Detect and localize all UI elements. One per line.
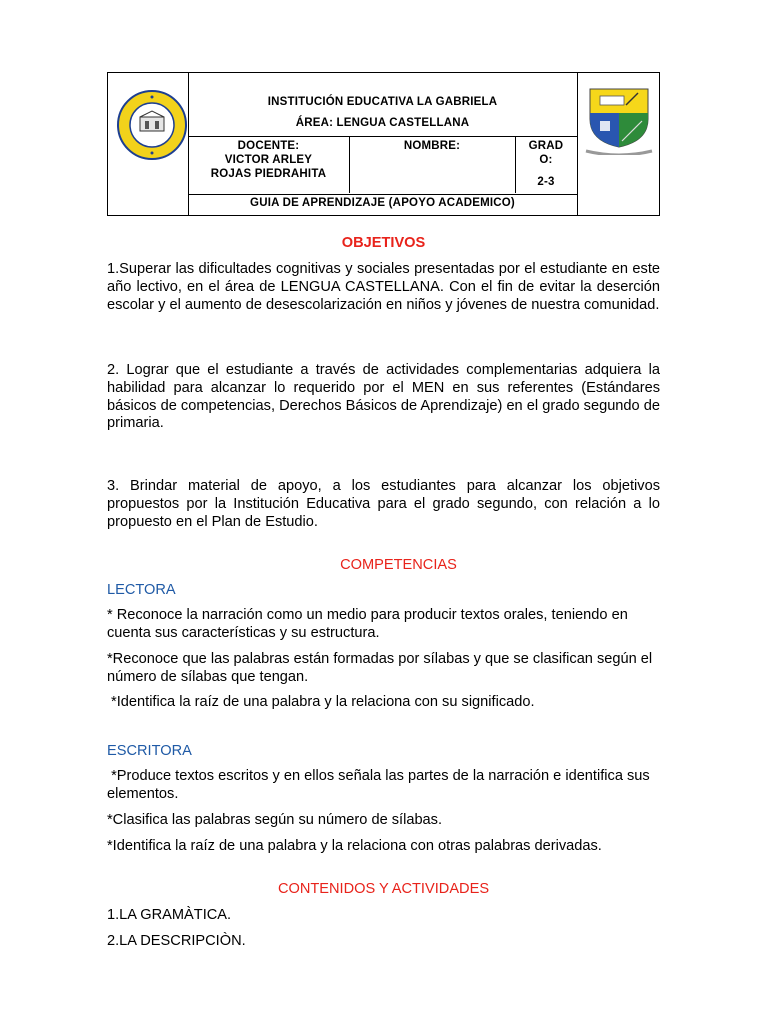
grado-label-line1: GRAD (528, 140, 564, 152)
lectora-item: *Identifica la raíz de una palabra y la relaciona con su significado. (107, 694, 535, 710)
objetivo-item: 3. Brindar material de apoyo, a los estudiantes para alcanzar los objetivos propuestos por la Institución Educativa para el grado segundo, con relación a lo propuesto en el Plan de Estudio. (107, 478, 660, 530)
header-table (107, 72, 660, 216)
contenido-item: 1.LA GRAMÀTICA. (107, 907, 232, 923)
contenidos-title: CONTENIDOS Y ACTIVIDADES (277, 881, 490, 897)
lectora-item: *Reconoce que las palabras están formadas por sílabas y que se clasifican según el número de sílabas que tengan. (107, 651, 653, 685)
objetivo-item: 1.Superar las dificultades cognitivas y sociales presentadas por el estudiante en este año lectivo, en el área de LENGUA CASTELLANA. Con el fin de evitar la deserción escolar y el aumento de desescolarización en niños y jóvenes de nuestra comunidad. (107, 261, 660, 313)
escritora-item: *Identifica la raíz de una palabra y la relaciona con otras palabras derivadas. (107, 838, 602, 854)
grado-value: 2-3 (537, 176, 555, 188)
escritora-title: ESCRITORA (107, 743, 192, 759)
lectora-title: LECTORA (107, 582, 176, 598)
institution-name: INSTITUCIÓN EDUCATIVA LA GABRIELA (267, 96, 498, 108)
nombre-label: NOMBRE: (403, 140, 461, 152)
docente-name-line2: ROJAS PIEDRAHITA (210, 168, 327, 180)
contenido-item: 2.LA DESCRIPCIÒN. (107, 933, 246, 949)
table-divider (577, 73, 578, 215)
table-divider (188, 194, 577, 195)
table-divider (188, 136, 577, 137)
school-seal-icon (116, 89, 188, 161)
guide-title: GUIA DE APRENDIZAJE (APOYO ACADEMICO) (250, 197, 515, 209)
grado-label-line2: O: (539, 154, 553, 166)
competencias-title: COMPETENCIAS (340, 557, 457, 573)
escritora-item: *Produce textos escritos y en ellos señala las partes de la narración e identifica sus elementos. (107, 768, 654, 802)
objetivos-title: OBJETIVOS (341, 235, 426, 251)
objetivo-item: 2. Lograr que el estudiante a través de actividades complementarias adquiera la habilidad para alcanzar lo requerido por el MEN en sus referentes (Estándares básicos de competencias, Derechos Básicos de Aprendizaje) en el grado segundo de primaria. (107, 362, 660, 432)
docente-name-line1: VICTOR ARLEY (224, 154, 313, 166)
lectora-item: * Reconoce la narración como un medio para producir textos orales, teniendo en cuenta sus características y su estructura. (107, 607, 628, 641)
docente-label: DOCENTE: (237, 140, 300, 152)
escritora-item: *Clasifica las palabras según su número de sílabas. (107, 812, 443, 828)
area-label: ÁREA: LENGUA CASTELLANA (295, 117, 470, 129)
coat-of-arms-icon (582, 83, 656, 155)
